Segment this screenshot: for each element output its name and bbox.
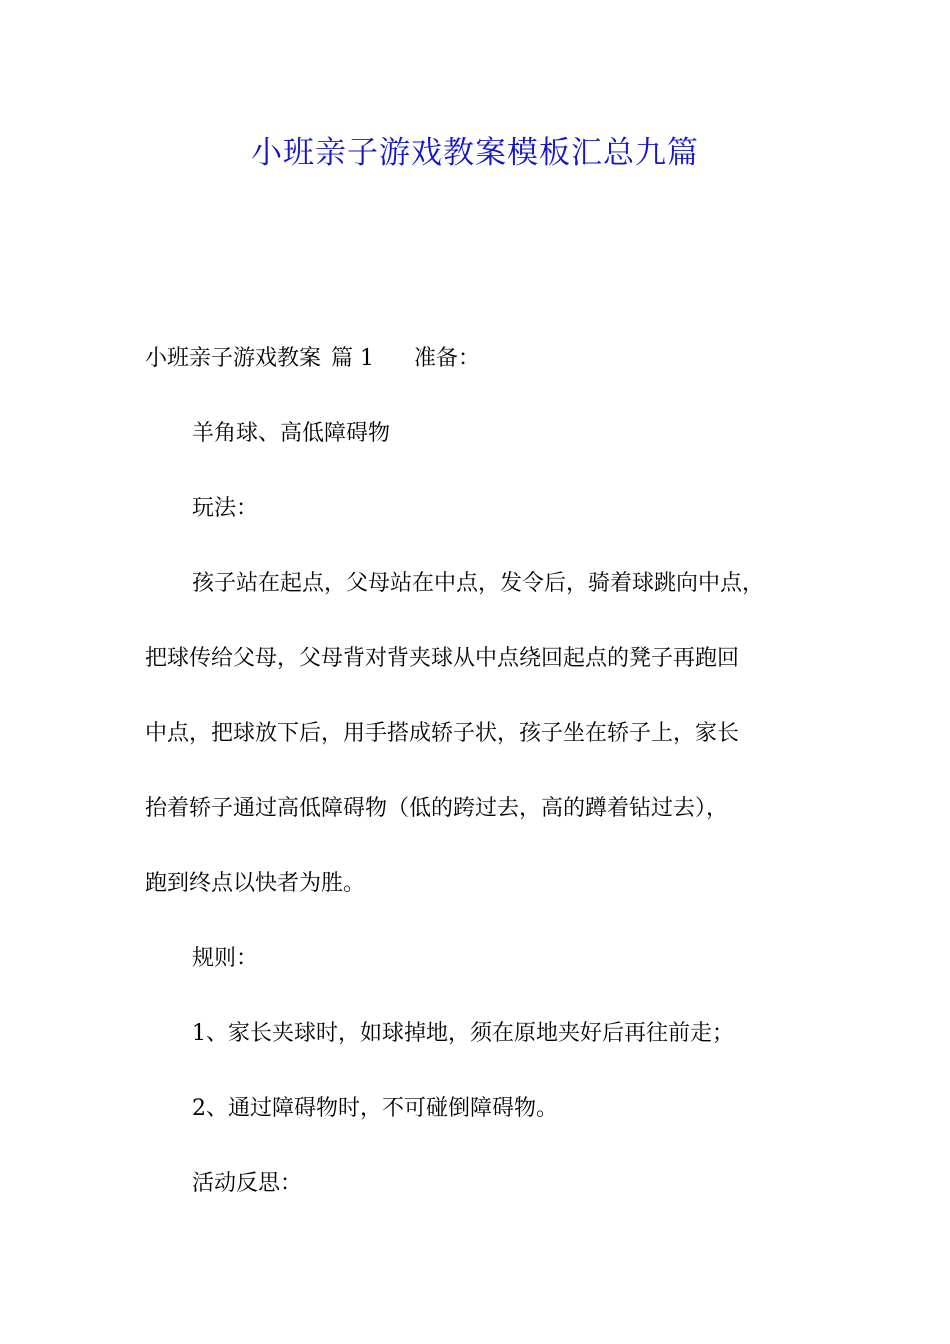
rule-item: 2、通过障碍物时，不可碰倒障碍物。	[192, 1096, 558, 1121]
heading-rules: 规则：	[192, 946, 259, 971]
paragraph-gameplay-line: 孩子站在起点，父母站在中点，发令后，骑着球跳向中点，	[192, 571, 765, 596]
section-label: 准备：	[414, 346, 481, 371]
section-heading	[145, 344, 825, 374]
heading-reflection: 活动反思：	[192, 1171, 303, 1196]
document-title: 小班亲子游戏教案模板汇总九篇	[251, 135, 699, 171]
paragraph-gameplay-line: 跑到终点以快者为胜。	[145, 871, 366, 896]
paragraph-materials: 羊角球、高低障碍物	[192, 421, 391, 446]
paragraph-gameplay-line: 抬着轿子通过高低障碍物（低的跨过去，高的蹲着钻过去），	[145, 796, 729, 821]
paragraph-gameplay-line: 把球传给父母，父母背对背夹球从中点绕回起点的凳子再跑回	[145, 646, 740, 671]
paragraph-gameplay-line: 中点，把球放下后，用手搭成轿子状，孩子坐在轿子上，家长	[145, 721, 740, 746]
rule-item: 1、家长夹球时，如球掉地，须在原地夹好后再往前走；	[192, 1021, 734, 1046]
section-name: 小班亲子游戏教案	[145, 346, 322, 371]
section-part: 篇 1	[331, 346, 375, 371]
heading-gameplay: 玩法：	[192, 496, 259, 521]
